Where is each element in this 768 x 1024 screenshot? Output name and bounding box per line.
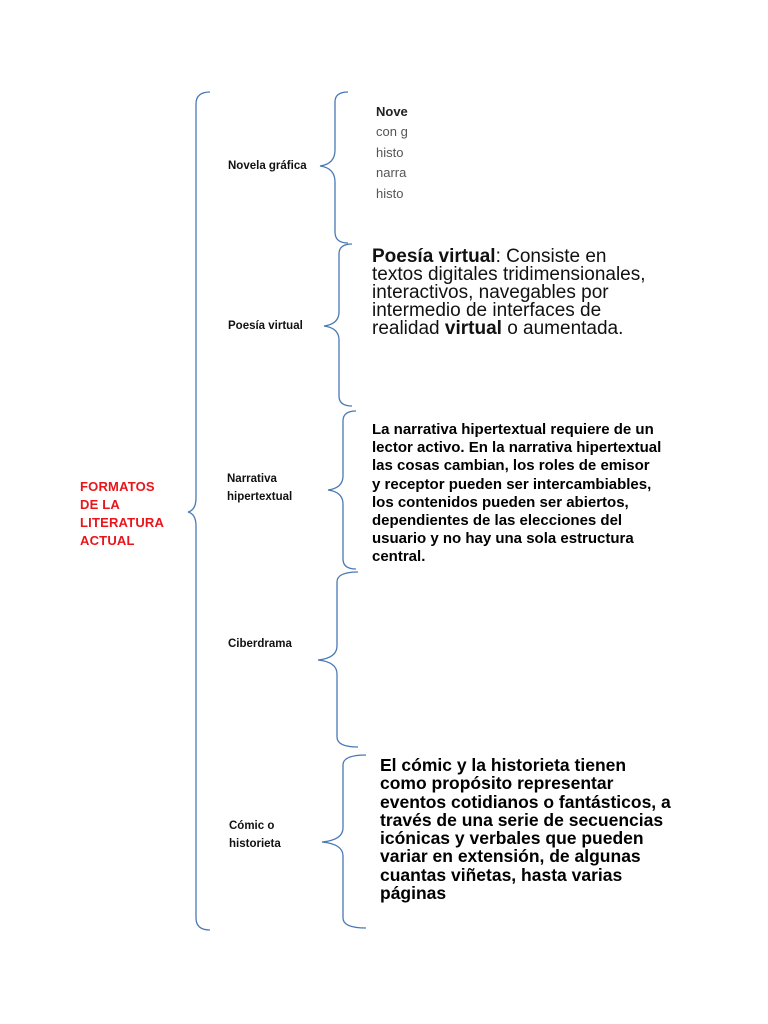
root-title-line: FORMATOS	[80, 479, 155, 494]
brace-comic	[322, 755, 366, 928]
narrativa-line: los contenidos pueden ser abiertos,	[372, 493, 629, 511]
narrativa-line: dependientes de las elecciones del	[372, 512, 623, 530]
novela-description-line: con g	[376, 124, 408, 139]
brace-novela	[320, 92, 348, 243]
poesia-term: Poesía virtual	[372, 246, 496, 267]
description-novela-grafica	[376, 102, 408, 210]
comic-line: cuantas viñetas, hasta varias	[380, 864, 623, 885]
poesia-line-3: interactivos, navegables por	[372, 282, 609, 303]
brace-poesia	[324, 244, 352, 406]
poesia-virtual-bold: virtual	[444, 318, 502, 339]
comic-line: El cómic y la historieta tienen	[380, 755, 627, 775]
category-label-line: historieta	[229, 838, 281, 850]
root-title	[80, 478, 180, 550]
poesia-line-4: intermedio de interfaces de	[372, 300, 602, 321]
category-narrativa-hipertextual	[227, 470, 292, 506]
narrativa-line: La narrativa hipertextual requiere de un	[372, 421, 654, 438]
poesia-line-5-start: realidad	[372, 318, 445, 339]
category-label-line: hipertextual	[227, 491, 293, 503]
narrativa-line: las cosas cambian, los roles de emisor	[372, 457, 650, 475]
category-novela-grafica: Novela gráfica	[228, 160, 307, 172]
comic-line: variar en extensión, de algunas	[380, 846, 641, 867]
description-narrativa-hipertextual	[372, 421, 702, 567]
main-brace	[188, 92, 210, 930]
description-poesia-virtual	[372, 248, 702, 338]
brace-narrativa	[328, 411, 356, 569]
narrativa-line: usuario y no hay una sola estructura	[372, 530, 634, 548]
novela-description-line: histo	[376, 144, 404, 160]
narrativa-line: central.	[372, 548, 426, 566]
comic-line: como propósito representar	[380, 773, 614, 794]
category-label-line: Narrativa	[227, 473, 277, 485]
root-title-line: ACTUAL	[80, 533, 135, 548]
root-title-line: DE LA	[80, 497, 120, 512]
comic-line: eventos cotidianos o fantásticos, a	[380, 791, 671, 812]
category-label-line: Cómic o	[229, 820, 275, 832]
narrativa-line: y receptor pueden ser intercambiables,	[372, 475, 652, 493]
narrativa-line: lector activo. En la narrativa hipertextual	[372, 439, 662, 457]
comic-line: icónicas y verbales que pueden	[380, 828, 644, 849]
category-ciberdrama: Ciberdrama	[228, 638, 292, 650]
comic-line: páginas	[380, 883, 447, 904]
comic-line: través de una serie de secuencias	[380, 809, 664, 830]
root-title-line: LITERATURA	[80, 515, 165, 530]
novela-description-line: narra	[376, 165, 407, 180]
brace-ciberdrama	[318, 572, 358, 747]
poesia-line-5	[372, 320, 702, 338]
poesia-term-rest: : Consiste en	[495, 246, 607, 267]
category-poesia-virtual: Poesía virtual	[228, 320, 303, 332]
poesia-line-5-end: o aumentada.	[501, 318, 624, 339]
novela-description-title: Nove	[376, 104, 408, 119]
category-comic-historieta	[229, 817, 281, 853]
novela-description-line: histo	[376, 185, 404, 201]
description-comic-historieta	[380, 756, 710, 902]
poesia-line-2: textos digitales tridimensionales,	[372, 264, 646, 285]
